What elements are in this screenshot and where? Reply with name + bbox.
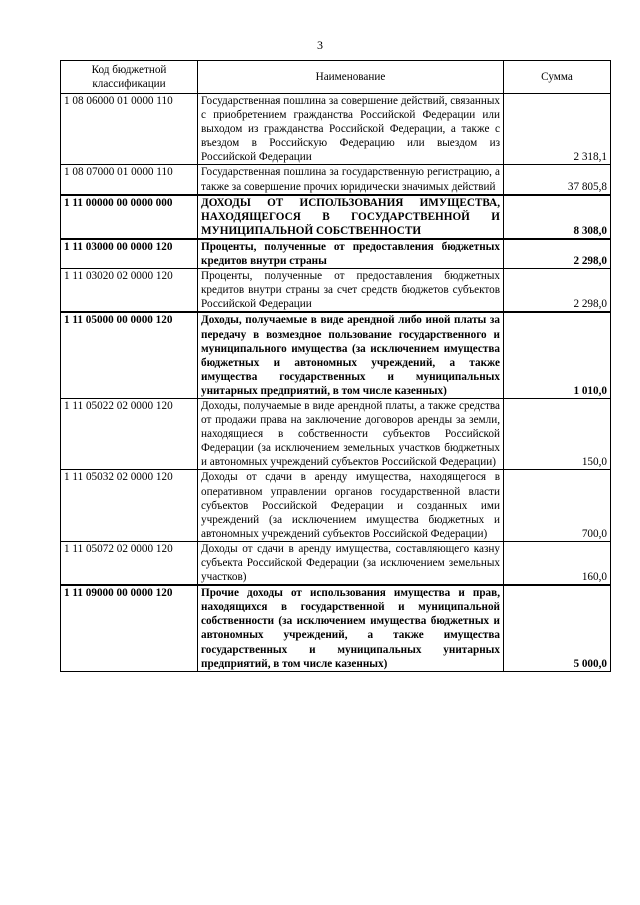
table-row (61, 312, 611, 398)
table-row (61, 398, 611, 469)
cell-name: Проценты, полученные от предоставления бюджетных кредитов внутри страны за счет средств бюджетов субъектов Российской Федерации (198, 269, 504, 313)
cell-code: 1 11 00000 00 0000 000 (61, 195, 198, 239)
table-row (61, 195, 611, 239)
cell-sum: 160,0 (504, 541, 611, 585)
cell-name: Доходы, получаемые в виде арендной платы, а также средства от продажи права на заключение договоров аренды за земли, находящиеся в собственности субъектов Российской Федерации (за исключением земельных участков бюджетных и автономных учреждений субъектов Российской Федерации) (198, 398, 504, 469)
cell-code: 1 11 09000 00 0000 120 (61, 585, 198, 671)
cell-sum: 37 805,8 (504, 165, 611, 195)
cell-name: Доходы, получаемые в виде арендной либо иной платы за передачу в возмездное пользование государственного и муниципального имущества (за исключением имущества бюджетных и автономных учреждений, а также имущества государственных и муниципальных унитарных предприятий, в том числе казенных) (198, 312, 504, 398)
budget-table (60, 60, 611, 672)
table-row (61, 585, 611, 671)
cell-code: 1 11 03020 02 0000 120 (61, 269, 198, 313)
table-row (61, 541, 611, 585)
cell-sum: 8 308,0 (504, 195, 611, 239)
cell-name: Прочие доходы от использования имущества и прав, находящихся в государственной и муниципальной собственности (за исключением имущества бюджетных и автономных учреждений, а также имущества государственных и муниципальных унитарных предприятий, в том числе казенных) (198, 585, 504, 671)
cell-code: 1 11 05032 02 0000 120 (61, 470, 198, 541)
cell-code: 1 08 07000 01 0000 110 (61, 165, 198, 195)
cell-name: Доходы от сдачи в аренду имущества, составляющего казну субъекта Российской Федерации (за исключением земельных участков) (198, 541, 504, 585)
cell-code: 1 11 05000 00 0000 120 (61, 312, 198, 398)
cell-code: 1 11 03000 00 0000 120 (61, 239, 198, 269)
table-header-row (61, 61, 611, 94)
header-code: Код бюджетной классификации (61, 61, 198, 94)
table-row (61, 269, 611, 313)
page-number: 3 (317, 38, 323, 52)
cell-sum: 700,0 (504, 470, 611, 541)
cell-name: Государственная пошлина за совершение действий, связанных с приобретением гражданства Российской Федерации или выходом из гражданства Российской Федерации, а также с въездом в Российскую Федерацию или выездом из Российской Федерации (198, 94, 504, 165)
cell-name: Проценты, полученные от предоставления бюджетных кредитов внутри страны (198, 239, 504, 269)
table-row (61, 470, 611, 541)
table-row (61, 165, 611, 195)
cell-sum: 5 000,0 (504, 585, 611, 671)
table-row (61, 94, 611, 165)
cell-code: 1 11 05022 02 0000 120 (61, 398, 198, 469)
cell-code: 1 11 05072 02 0000 120 (61, 541, 198, 585)
cell-name: Государственная пошлина за государственную регистрацию, а также за совершение прочих юридически значимых действий (198, 165, 504, 195)
table-row (61, 239, 611, 269)
cell-name: ДОХОДЫ ОТ ИСПОЛЬЗОВАНИЯ ИМУЩЕСТВА, НАХОДЯЩЕГОСЯ В ГОСУДАРСТВЕННОЙ И МУНИЦИПАЛЬНОЙ СОБСТВЕННОСТИ (198, 195, 504, 239)
cell-code: 1 08 06000 01 0000 110 (61, 94, 198, 165)
cell-sum: 1 010,0 (504, 312, 611, 398)
header-name: Наименование (198, 61, 504, 94)
cell-name: Доходы от сдачи в аренду имущества, находящегося в оперативном управлении органов государственной власти субъектов Российской Федерации и созданных ими учреждений (за исключением имущества бюджетных и автономных учреждений субъектов Российской Федерации) (198, 470, 504, 541)
cell-sum: 2 298,0 (504, 269, 611, 313)
cell-sum: 2 298,0 (504, 239, 611, 269)
cell-sum: 2 318,1 (504, 94, 611, 165)
cell-sum: 150,0 (504, 398, 611, 469)
header-sum: Сумма (504, 61, 611, 94)
